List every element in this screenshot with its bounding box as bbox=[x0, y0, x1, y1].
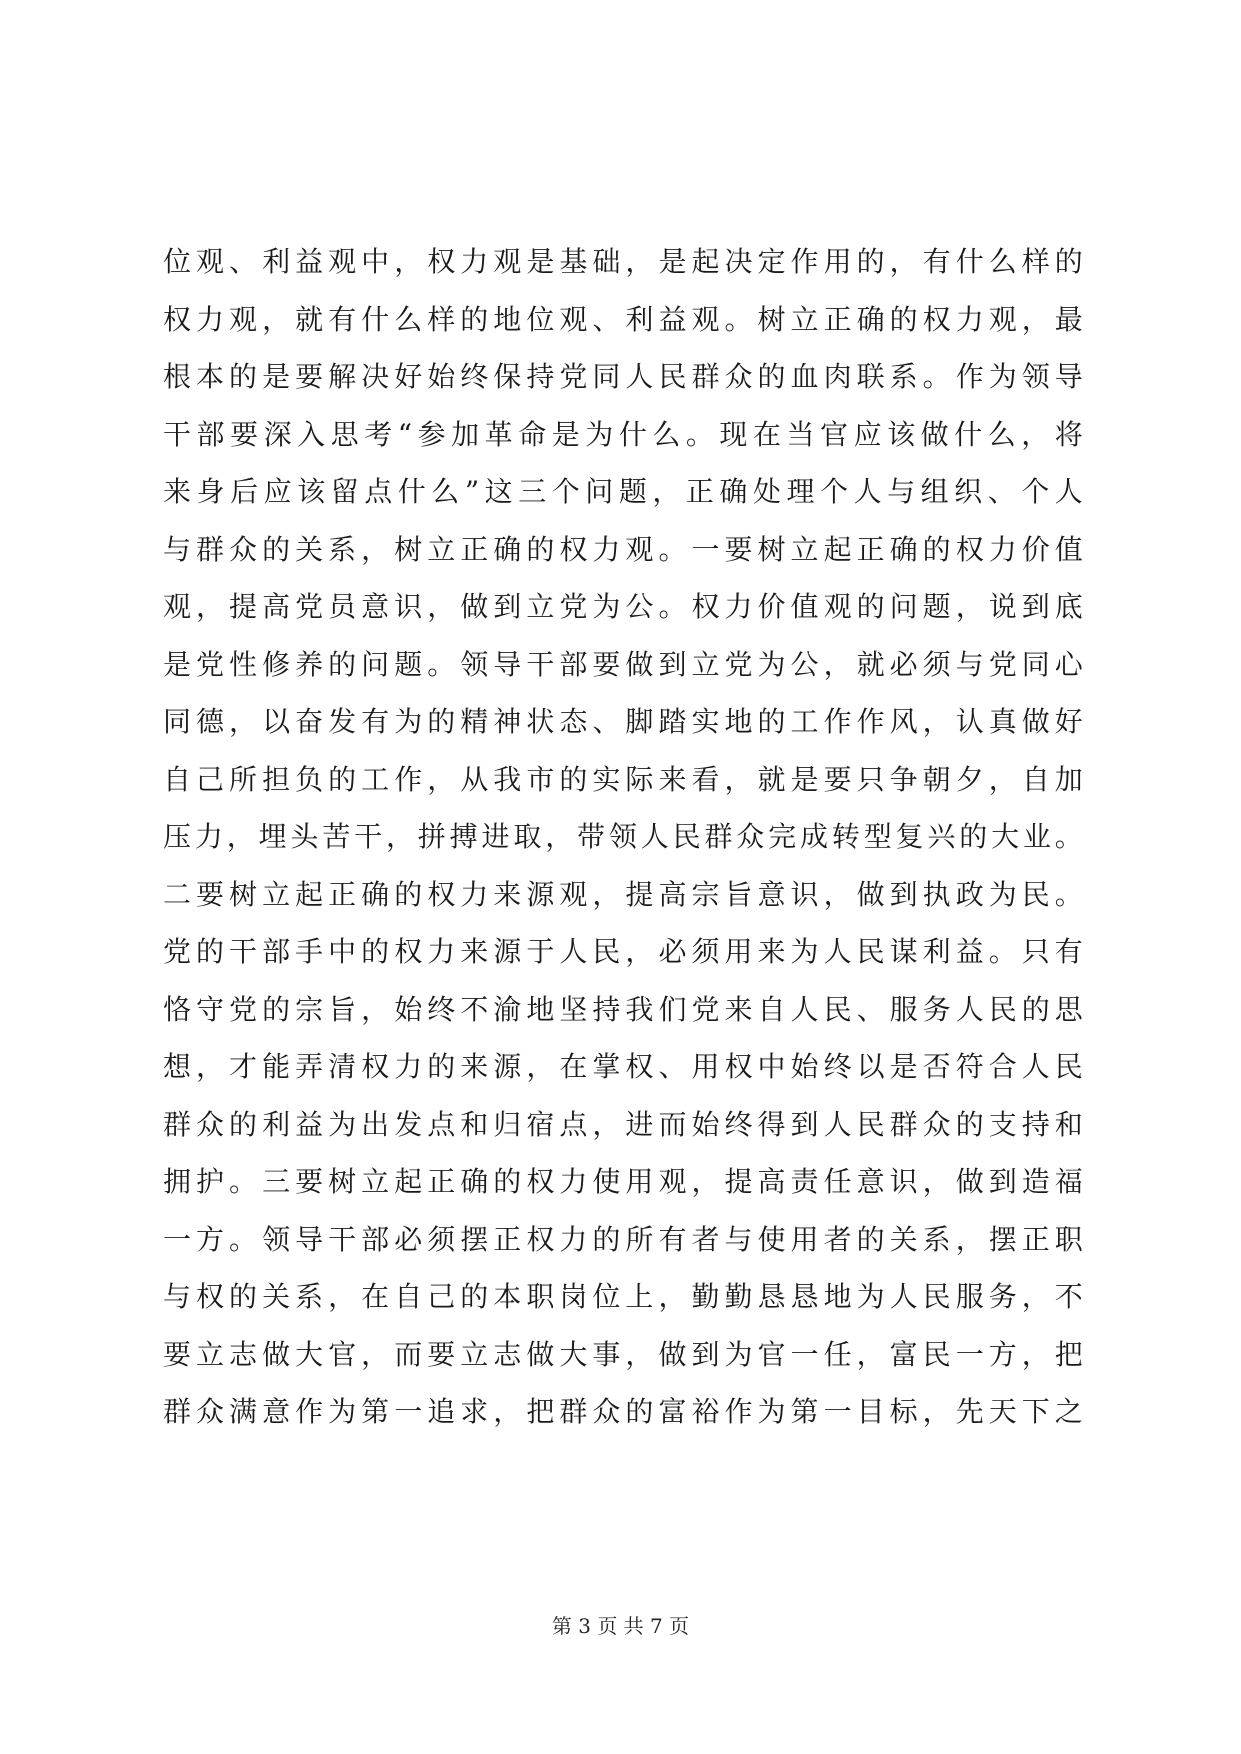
text-line: 自己所担负的工作，从我市的实际来看，就是要只争朝夕，自加 bbox=[163, 762, 1083, 796]
text-line: 来身后应该留点什么”这三个问题，正确处理个人与组织、个人 bbox=[163, 475, 1083, 508]
text-line: 与权的关系，在自己的本职岗位上，勤勤恳恳地为人民服务，不 bbox=[163, 1280, 1083, 1313]
text-line: 观，提高党员意识，做到立党为公。权力价值观的问题，说到底 bbox=[163, 590, 1083, 623]
text-line: 二要树立起正确的权力来源观，提高宗旨意识，做到执政为民。 bbox=[163, 877, 1083, 911]
text-line: 恪守党的宗旨，始终不渝地坚持我们党来自人民、服务人民的思 bbox=[163, 992, 1083, 1026]
body-paragraph bbox=[163, 233, 1083, 1441]
text-line: 根本的是要解决好始终保持党同人民群众的血肉联系。作为领导 bbox=[163, 360, 1083, 393]
text-line: 权力观，就有什么样的地位观、利益观。树立正确的权力观，最 bbox=[163, 302, 1083, 336]
text-line: 是党性修养的问题。领导干部要做到立党为公，就必须与党同心 bbox=[163, 647, 1083, 681]
text-line: 拥护。三要树立起正确的权力使用观，提高责任意识，做到造福 bbox=[163, 1165, 1083, 1198]
text-line: 压力，埋头苦干，拼搏进取，带领人民群众完成转型复兴的大业。 bbox=[163, 820, 1083, 853]
text-line: 想，才能弄清权力的来源，在掌权、用权中始终以是否符合人民 bbox=[163, 1050, 1083, 1083]
text-line: 与群众的关系，树立正确的权力观。一要树立起正确的权力价值 bbox=[163, 532, 1083, 566]
text-line: 干部要深入思考“参加革命是为什么。现在当官应该做什么，将 bbox=[163, 417, 1083, 451]
text-line: 党的干部手中的权力来源于人民，必须用来为人民谋利益。只有 bbox=[163, 935, 1083, 968]
page-footer bbox=[0, 1614, 1241, 1638]
text-line: 位观、利益观中，权力观是基础，是起决定作用的，有什么样的 bbox=[163, 245, 1083, 278]
text-line: 一方。领导干部必须摆正权力的所有者与使用者的关系，摆正职 bbox=[163, 1222, 1083, 1256]
text-line: 同德，以奋发有为的精神状态、脚踏实地的工作作风，认真做好 bbox=[163, 705, 1083, 738]
text-line: 群众满意作为第一追求，把群众的富裕作为第一目标，先天下之 bbox=[163, 1395, 1083, 1428]
text-line: 群众的利益为出发点和归宿点，进而始终得到人民群众的支持和 bbox=[163, 1107, 1083, 1141]
page-number-label: 第 3 页 共 7 页 bbox=[551, 1614, 690, 1638]
text-line: 要立志做大官，而要立志做大事，做到为官一任，富民一方，把 bbox=[163, 1337, 1083, 1371]
